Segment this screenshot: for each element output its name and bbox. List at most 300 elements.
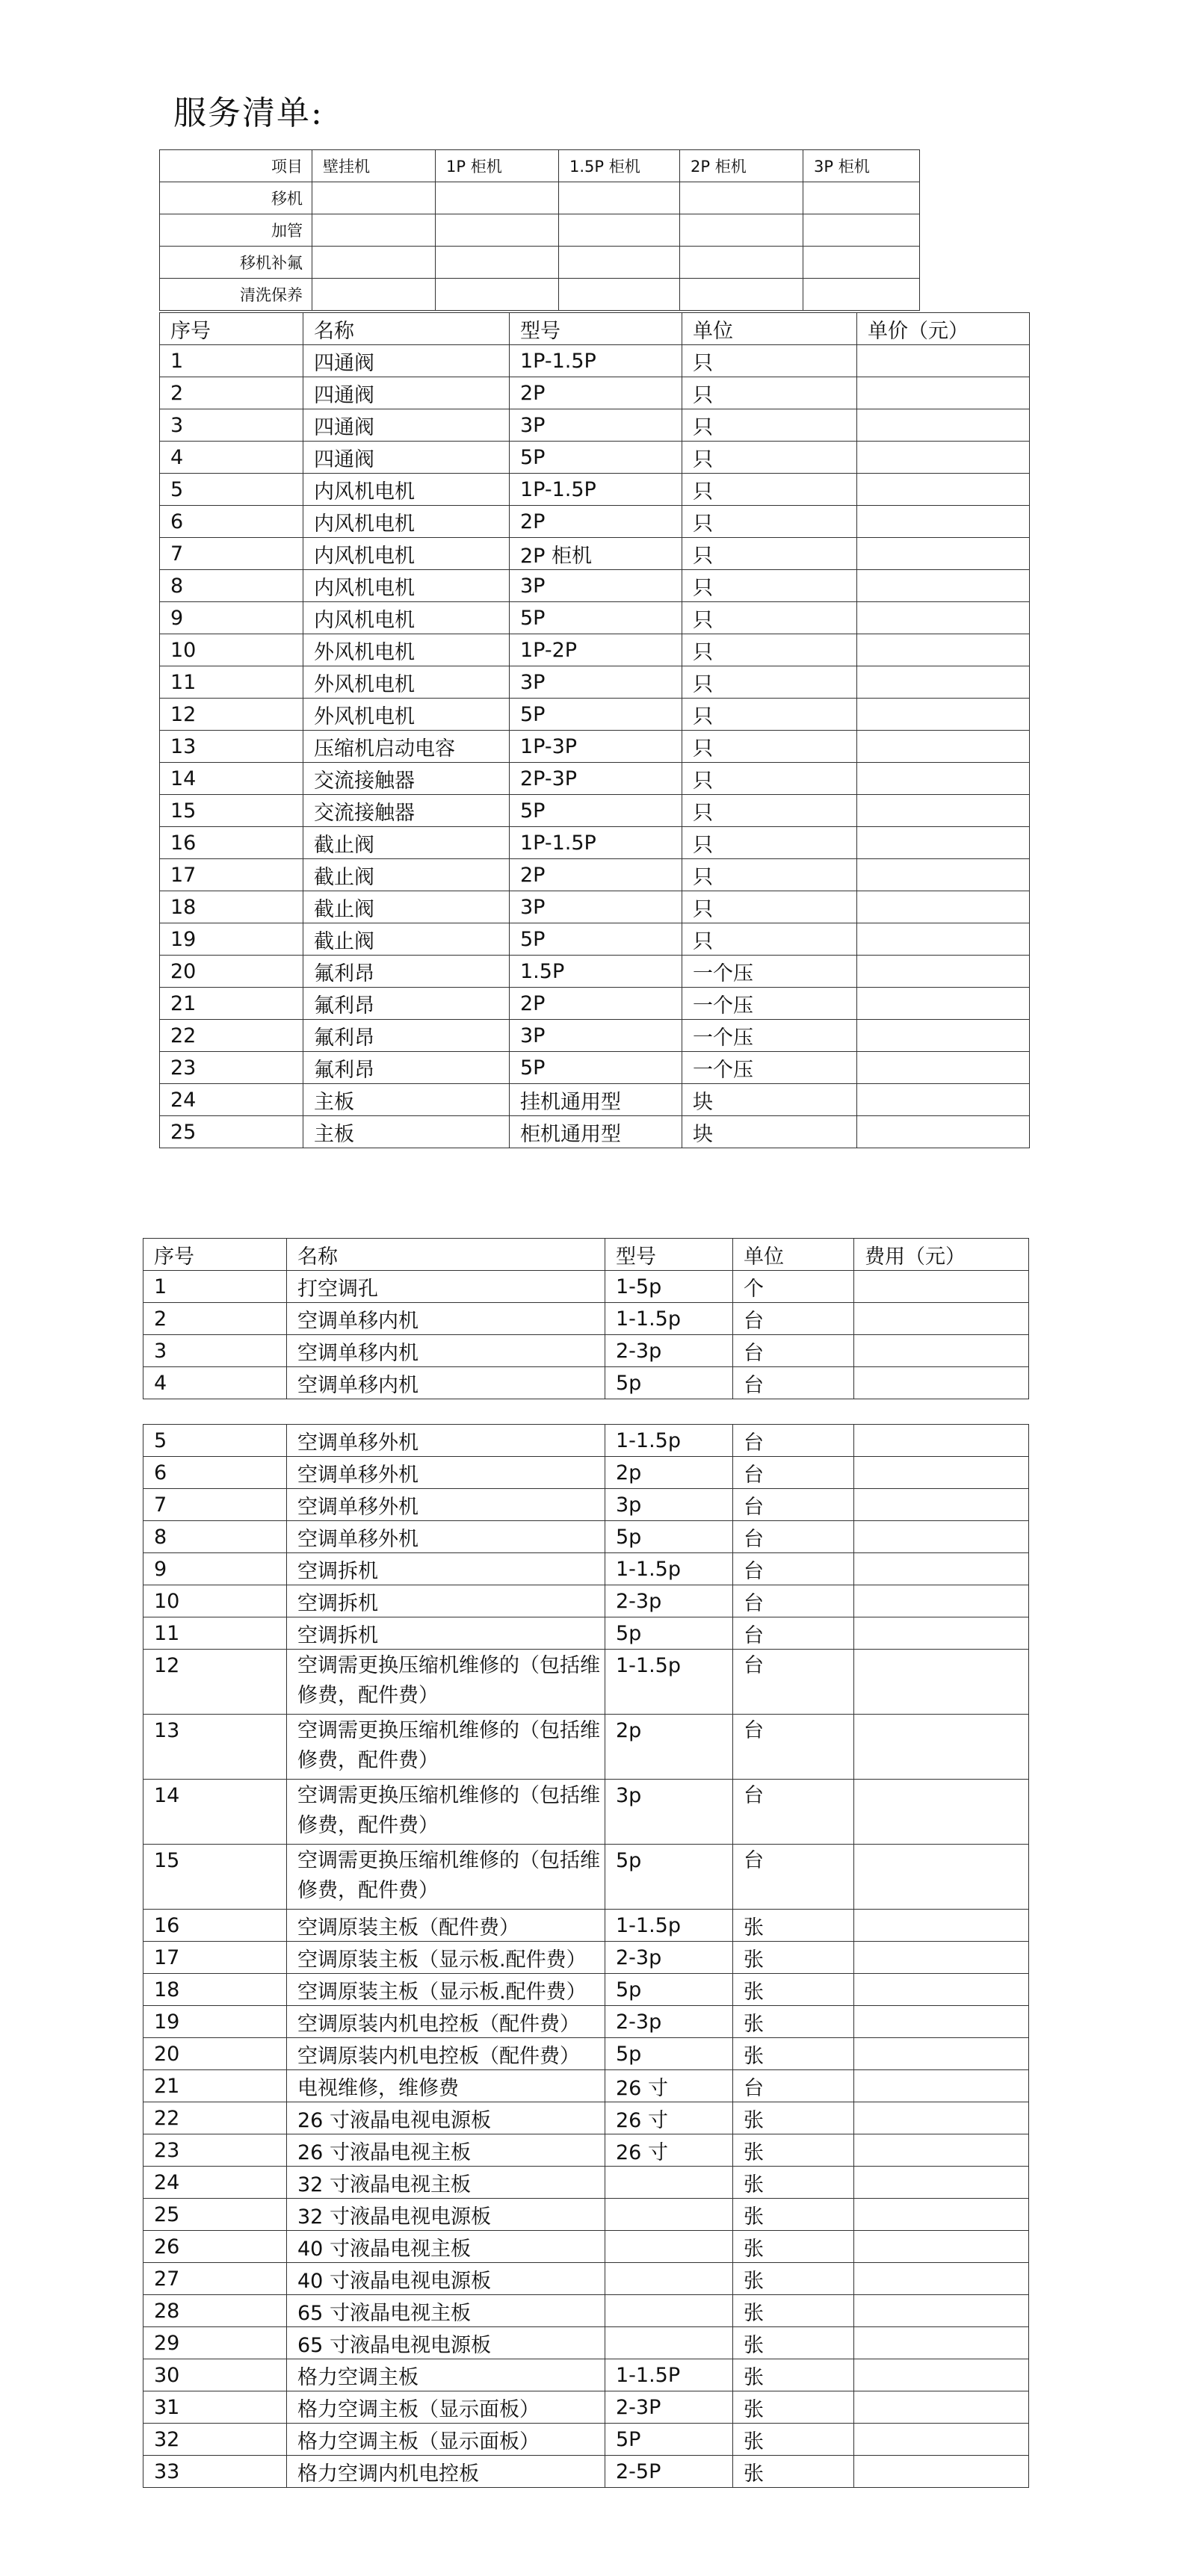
services-cell <box>854 1910 1029 1942</box>
table-row <box>160 1084 1030 1116</box>
grid-row-label: 移机补氟 <box>160 247 312 279</box>
parts-cell: 四通阀 <box>303 377 510 409</box>
grid-cell <box>559 247 680 279</box>
grid-cell <box>436 247 559 279</box>
services-cell: 张 <box>733 1974 854 2006</box>
services-cell: 65 寸液晶电视电源板 <box>287 2327 605 2359</box>
services-cell: 5p <box>605 1974 733 2006</box>
grid-cell <box>436 214 559 247</box>
parts-cell: 6 <box>160 506 303 538</box>
parts-cell <box>857 988 1030 1020</box>
services-cell: 2p <box>605 1457 733 1489</box>
grid-cell <box>312 279 436 311</box>
parts-cell: 只 <box>682 442 857 474</box>
grid-cell <box>436 182 559 214</box>
grid-row <box>160 279 920 311</box>
services-cell: 张 <box>733 2263 854 2295</box>
services-cell: 26 寸液晶电视主板 <box>287 2134 605 2167</box>
parts-cell <box>857 506 1030 538</box>
services-cell: 15 <box>143 1845 287 1910</box>
services-cell: 3p <box>605 1489 733 1521</box>
parts-cell: 15 <box>160 795 303 827</box>
services-cell: 电视维修，维修费 <box>287 2070 605 2102</box>
parts-cell: 内风机电机 <box>303 506 510 538</box>
services-cell: 22 <box>143 2102 287 2134</box>
parts-cell: 17 <box>160 859 303 891</box>
table-row <box>160 409 1030 442</box>
services-cell: 格力空调主板（显示面板） <box>287 2391 605 2424</box>
services-cell: 空调需更换压缩机维修的（包括维修费，配件费） <box>287 1715 605 1780</box>
services-cell: 6 <box>143 1457 287 1489</box>
services-cell: 5p <box>605 1521 733 1553</box>
parts-cell: 氟利昂 <box>303 1052 510 1084</box>
table-row <box>160 345 1030 377</box>
parts-cell: 4 <box>160 442 303 474</box>
services-cell: 个 <box>733 1271 854 1303</box>
services-cell: 1-1.5p <box>605 1553 733 1585</box>
table-row <box>143 1425 1029 1457</box>
services-cell: 12 <box>143 1650 287 1715</box>
parts-cell: 只 <box>682 602 857 634</box>
services-cell: 19 <box>143 2006 287 2038</box>
services-cell <box>854 2102 1029 2134</box>
services-cell: 8 <box>143 1521 287 1553</box>
parts-cell: 13 <box>160 731 303 763</box>
parts-cell: 5P <box>510 602 682 634</box>
parts-cell: 只 <box>682 923 857 956</box>
services-cell: 台 <box>733 1425 854 1457</box>
services-cell: 空调原装主板（配件费） <box>287 1910 605 1942</box>
table-row <box>160 827 1030 859</box>
parts-cell: 2P-3P <box>510 763 682 795</box>
services-cell: 台 <box>733 1585 854 1617</box>
services-cell: 32 寸液晶电视主板 <box>287 2167 605 2199</box>
services-cell: 格力空调内机电控板 <box>287 2456 605 2488</box>
services-cell: 1 <box>143 1271 287 1303</box>
parts-cell <box>857 859 1030 891</box>
table-row <box>143 2038 1029 2070</box>
services-cell: 31 <box>143 2391 287 2424</box>
table-row <box>143 1585 1029 1617</box>
services-cell: 11 <box>143 1617 287 1650</box>
parts-cell: 只 <box>682 570 857 602</box>
parts-cell: 3P <box>510 570 682 602</box>
grid-header-row <box>160 150 920 182</box>
parts-cell <box>857 634 1030 666</box>
parts-cell: 外风机电机 <box>303 699 510 731</box>
services-cell: 台 <box>733 1553 854 1585</box>
services-cell <box>854 1845 1029 1910</box>
table-row <box>143 1650 1029 1715</box>
parts-cell: 只 <box>682 538 857 570</box>
services-cell: 空调单移外机 <box>287 1425 605 1457</box>
services-cell: 空调原装主板（显示板.配件费） <box>287 1942 605 1974</box>
parts-cell <box>857 538 1030 570</box>
services-cell: 格力空调主板（显示面板） <box>287 2424 605 2456</box>
table-row <box>160 538 1030 570</box>
parts-column-header: 序号 <box>160 313 303 345</box>
grid-cell <box>803 214 920 247</box>
services-cell: 台 <box>733 1489 854 1521</box>
grid-column-header: 壁挂机 <box>312 150 436 182</box>
parts-cell: 3 <box>160 409 303 442</box>
services-cell: 张 <box>733 2167 854 2199</box>
services-cell: 空调单移外机 <box>287 1521 605 1553</box>
services-cell: 空调原装内机电控板（配件费） <box>287 2006 605 2038</box>
parts-cell <box>857 891 1030 923</box>
table-row <box>143 1521 1029 1553</box>
parts-cell: 只 <box>682 506 857 538</box>
services-cell <box>854 1335 1029 1367</box>
grid-row-label: 加管 <box>160 214 312 247</box>
services-cell: 台 <box>733 1303 854 1335</box>
services-cell: 打空调孔 <box>287 1271 605 1303</box>
services-cell <box>854 2456 1029 2488</box>
grid-cell <box>803 247 920 279</box>
table-row <box>160 666 1030 699</box>
table-row <box>143 2424 1029 2456</box>
services-cell: 空调单移外机 <box>287 1489 605 1521</box>
parts-cell: 1P-1.5P <box>510 345 682 377</box>
services-cell: 16 <box>143 1910 287 1942</box>
table-row <box>143 1367 1029 1399</box>
parts-cell: 1P-1.5P <box>510 474 682 506</box>
parts-cell: 一个压 <box>682 1020 857 1052</box>
table-row <box>160 731 1030 763</box>
table-row <box>160 506 1030 538</box>
services-cell: 2 <box>143 1303 287 1335</box>
services-cell: 2-3P <box>605 2391 733 2424</box>
parts-cell: 只 <box>682 634 857 666</box>
parts-cell: 只 <box>682 699 857 731</box>
services-cell: 台 <box>733 1335 854 1367</box>
services-header-row <box>143 1239 1029 1271</box>
parts-cell: 2 <box>160 377 303 409</box>
table-row <box>143 2006 1029 2038</box>
services-cell: 空调需更换压缩机维修的（包括维修费，配件费） <box>287 1780 605 1845</box>
services-cell: 13 <box>143 1715 287 1780</box>
services-cell: 空调需更换压缩机维修的（包括维修费，配件费） <box>287 1845 605 1910</box>
parts-cell: 1 <box>160 345 303 377</box>
services-column-header: 序号 <box>143 1239 287 1271</box>
grid-row <box>160 247 920 279</box>
services-cell <box>605 2199 733 2231</box>
services-cell <box>605 2231 733 2263</box>
parts-cell: 24 <box>160 1084 303 1116</box>
services-cell: 1-1.5p <box>605 1910 733 1942</box>
parts-cell: 5P <box>510 442 682 474</box>
services-cell <box>605 2263 733 2295</box>
parts-cell: 11 <box>160 666 303 699</box>
grid-cell <box>312 182 436 214</box>
grid-cell <box>436 279 559 311</box>
grid-cell <box>312 247 436 279</box>
services-cell: 26 寸 <box>605 2102 733 2134</box>
services-column-header: 单位 <box>733 1239 854 1271</box>
parts-cell <box>857 731 1030 763</box>
parts-cell <box>857 795 1030 827</box>
parts-cell: 2P <box>510 377 682 409</box>
parts-column-header: 名称 <box>303 313 510 345</box>
services-cell: 5p <box>605 1617 733 1650</box>
services-cell <box>605 2327 733 2359</box>
parts-cell: 只 <box>682 409 857 442</box>
grid-cell <box>559 182 680 214</box>
services-cell: 空调需更换压缩机维修的（包括维修费，配件费） <box>287 1650 605 1715</box>
parts-cell <box>857 956 1030 988</box>
services-cell: 14 <box>143 1780 287 1845</box>
services-cell: 17 <box>143 1942 287 1974</box>
grid-cell <box>680 279 803 311</box>
install-fee-grid <box>159 149 920 311</box>
parts-cell: 主板 <box>303 1084 510 1116</box>
parts-cell <box>857 1116 1030 1148</box>
service-fee-table-part-a <box>143 1238 1029 1399</box>
table-row <box>143 1457 1029 1489</box>
table-row <box>160 1020 1030 1052</box>
table-row <box>143 2134 1029 2167</box>
service-fee-table-part-b <box>143 1424 1029 2488</box>
grid-cell <box>559 279 680 311</box>
parts-cell: 块 <box>682 1084 857 1116</box>
services-cell <box>854 2038 1029 2070</box>
services-cell <box>854 1715 1029 1780</box>
services-cell: 张 <box>733 2102 854 2134</box>
table-row <box>160 570 1030 602</box>
table-row <box>160 377 1030 409</box>
services-cell <box>854 2263 1029 2295</box>
parts-cell <box>857 409 1030 442</box>
table-row <box>143 2456 1029 2488</box>
parts-cell: 12 <box>160 699 303 731</box>
services-cell: 张 <box>733 1942 854 1974</box>
services-cell: 1-5p <box>605 1271 733 1303</box>
services-cell: 5 <box>143 1425 287 1457</box>
parts-cell: 5P <box>510 1052 682 1084</box>
parts-cell: 氟利昂 <box>303 956 510 988</box>
services-cell <box>854 2070 1029 2102</box>
services-cell: 5p <box>605 1367 733 1399</box>
grid-column-header: 1P 柜机 <box>436 150 559 182</box>
parts-cell <box>857 602 1030 634</box>
table-row <box>143 2391 1029 2424</box>
parts-cell: 截止阀 <box>303 891 510 923</box>
table-row <box>143 2263 1029 2295</box>
services-cell: 40 寸液晶电视电源板 <box>287 2263 605 2295</box>
services-cell: 张 <box>733 2456 854 2488</box>
parts-cell: 14 <box>160 763 303 795</box>
services-cell: 2-3p <box>605 1335 733 1367</box>
parts-cell: 3P <box>510 891 682 923</box>
services-cell: 33 <box>143 2456 287 2488</box>
grid-row <box>160 182 920 214</box>
parts-cell: 23 <box>160 1052 303 1084</box>
parts-cell: 内风机电机 <box>303 570 510 602</box>
services-cell: 2p <box>605 1715 733 1780</box>
parts-cell: 挂机通用型 <box>510 1084 682 1116</box>
parts-cell: 只 <box>682 763 857 795</box>
parts-cell <box>857 827 1030 859</box>
parts-cell: 19 <box>160 923 303 956</box>
parts-cell: 5P <box>510 795 682 827</box>
services-cell: 30 <box>143 2359 287 2391</box>
grid-column-header: 项目 <box>160 150 312 182</box>
grid-row <box>160 214 920 247</box>
parts-cell: 25 <box>160 1116 303 1148</box>
parts-cell: 外风机电机 <box>303 634 510 666</box>
services-cell <box>854 1617 1029 1650</box>
parts-cell <box>857 1020 1030 1052</box>
services-cell: 张 <box>733 2038 854 2070</box>
services-cell: 21 <box>143 2070 287 2102</box>
parts-price-table <box>159 312 1030 1148</box>
services-cell: 3 <box>143 1335 287 1367</box>
table-row <box>160 859 1030 891</box>
parts-cell: 截止阀 <box>303 923 510 956</box>
services-cell: 空调原装主板（显示板.配件费） <box>287 1974 605 2006</box>
services-cell: 空调拆机 <box>287 1617 605 1650</box>
parts-cell: 只 <box>682 827 857 859</box>
grid-cell <box>803 182 920 214</box>
grid-cell <box>680 182 803 214</box>
parts-cell: 块 <box>682 1116 857 1148</box>
parts-cell: 1P-3P <box>510 731 682 763</box>
services-cell <box>854 1553 1029 1585</box>
parts-cell: 1P-2P <box>510 634 682 666</box>
parts-cell: 四通阀 <box>303 345 510 377</box>
services-column-header: 费用（元） <box>854 1239 1029 1271</box>
services-cell <box>854 1303 1029 1335</box>
services-cell: 5p <box>605 2038 733 2070</box>
services-cell <box>854 2134 1029 2167</box>
parts-cell: 四通阀 <box>303 442 510 474</box>
services-cell <box>854 2199 1029 2231</box>
services-cell: 张 <box>733 2134 854 2167</box>
parts-cell: 8 <box>160 570 303 602</box>
services-cell: 4 <box>143 1367 287 1399</box>
services-cell: 空调原装内机电控板（配件费） <box>287 2038 605 2070</box>
services-cell: 空调拆机 <box>287 1553 605 1585</box>
table-row <box>143 1335 1029 1367</box>
services-cell <box>854 2424 1029 2456</box>
parts-header-row <box>160 313 1030 345</box>
services-cell: 9 <box>143 1553 287 1585</box>
parts-cell: 只 <box>682 731 857 763</box>
table-row <box>160 634 1030 666</box>
services-cell: 10 <box>143 1585 287 1617</box>
parts-cell: 1.5P <box>510 956 682 988</box>
services-cell: 5p <box>605 1845 733 1910</box>
services-cell: 空调拆机 <box>287 1585 605 1617</box>
parts-cell: 只 <box>682 377 857 409</box>
parts-cell: 3P <box>510 1020 682 1052</box>
services-cell: 23 <box>143 2134 287 2167</box>
table-row <box>160 923 1030 956</box>
table-row <box>143 2102 1029 2134</box>
services-cell: 5P <box>605 2424 733 2456</box>
services-cell: 台 <box>733 1457 854 1489</box>
services-cell: 32 <box>143 2424 287 2456</box>
services-cell: 格力空调主板 <box>287 2359 605 2391</box>
grid-column-header: 3P 柜机 <box>803 150 920 182</box>
table-row <box>160 1116 1030 1148</box>
services-cell: 台 <box>733 1650 854 1715</box>
parts-cell: 主板 <box>303 1116 510 1148</box>
parts-cell: 2P 柜机 <box>510 538 682 570</box>
services-cell: 28 <box>143 2295 287 2327</box>
services-cell: 张 <box>733 1910 854 1942</box>
services-cell: 25 <box>143 2199 287 2231</box>
services-cell <box>854 2167 1029 2199</box>
services-cell: 张 <box>733 2295 854 2327</box>
table-row <box>143 2327 1029 2359</box>
parts-cell: 只 <box>682 859 857 891</box>
parts-cell: 2P <box>510 988 682 1020</box>
parts-cell: 一个压 <box>682 988 857 1020</box>
parts-cell: 10 <box>160 634 303 666</box>
services-cell: 台 <box>733 1367 854 1399</box>
services-cell: 20 <box>143 2038 287 2070</box>
services-cell: 26 寸 <box>605 2070 733 2102</box>
parts-cell: 交流接触器 <box>303 763 510 795</box>
services-cell: 张 <box>733 2391 854 2424</box>
parts-column-header: 单价（元） <box>857 313 1030 345</box>
services-cell: 24 <box>143 2167 287 2199</box>
parts-cell <box>857 699 1030 731</box>
parts-cell: 一个压 <box>682 1052 857 1084</box>
parts-cell: 16 <box>160 827 303 859</box>
parts-cell: 外风机电机 <box>303 666 510 699</box>
parts-cell <box>857 377 1030 409</box>
page-title: 服务清单: <box>173 94 324 132</box>
services-cell: 26 寸液晶电视电源板 <box>287 2102 605 2134</box>
table-row <box>143 1780 1029 1845</box>
parts-cell: 7 <box>160 538 303 570</box>
parts-cell: 四通阀 <box>303 409 510 442</box>
services-cell: 32 寸液晶电视电源板 <box>287 2199 605 2231</box>
parts-cell: 只 <box>682 474 857 506</box>
table-row <box>160 763 1030 795</box>
services-cell: 1-1.5p <box>605 1650 733 1715</box>
table-row <box>143 1942 1029 1974</box>
table-row <box>143 1715 1029 1780</box>
parts-cell: 18 <box>160 891 303 923</box>
services-cell <box>854 2295 1029 2327</box>
parts-cell <box>857 474 1030 506</box>
services-cell <box>854 1425 1029 1457</box>
services-cell: 张 <box>733 2359 854 2391</box>
services-cell: 空调单移外机 <box>287 1457 605 1489</box>
table-row <box>143 2199 1029 2231</box>
parts-cell: 交流接触器 <box>303 795 510 827</box>
parts-cell: 2P <box>510 859 682 891</box>
table-row <box>160 474 1030 506</box>
services-cell: 26 <box>143 2231 287 2263</box>
table-row <box>160 699 1030 731</box>
services-cell <box>854 1271 1029 1303</box>
parts-cell: 内风机电机 <box>303 602 510 634</box>
table-row <box>143 2070 1029 2102</box>
table-row <box>143 1617 1029 1650</box>
parts-column-header: 型号 <box>510 313 682 345</box>
table-row <box>143 2295 1029 2327</box>
table-row <box>143 2167 1029 2199</box>
services-cell <box>854 1650 1029 1715</box>
table-row <box>143 1974 1029 2006</box>
table-row <box>143 2359 1029 2391</box>
parts-cell: 只 <box>682 795 857 827</box>
services-cell <box>854 1974 1029 2006</box>
